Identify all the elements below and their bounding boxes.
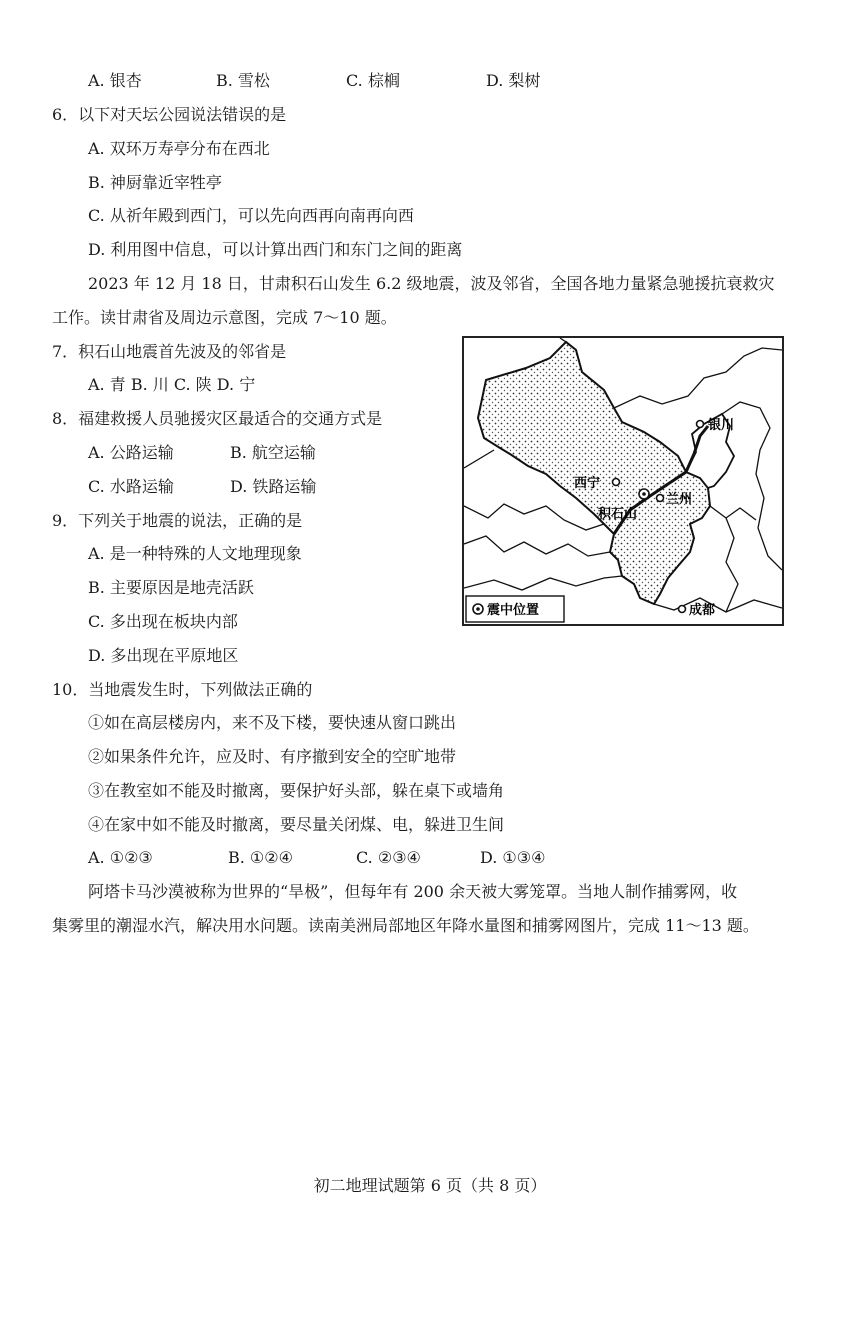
- gansu-map: [462, 336, 784, 626]
- q6-option-a: A. 双环万寿亭分布在西北: [88, 139, 270, 158]
- q10-stem: 10．当地震发生时，下列做法正确的: [52, 680, 313, 699]
- q7-stem: 7．积石山地震首先波及的邻省是: [52, 342, 287, 361]
- q8-stem: 8．福建救援人员驰援灾区最适合的交通方式是: [52, 409, 383, 428]
- gansu-province: [478, 342, 710, 604]
- q10-item-3: ③在教室如不能及时撤离，要保护好头部，躲在桌下或墙角: [88, 781, 505, 800]
- q8-option-b: B. 航空运输: [230, 443, 316, 462]
- q6-stem: 6．以下对天坛公园说法错误的是: [52, 105, 287, 124]
- chengdu-label: 成都: [689, 603, 716, 618]
- q10-option-a: A. ①②③: [88, 848, 153, 867]
- lanzhou-label: 兰州: [666, 492, 693, 507]
- q8-option-a: A. 公路运输: [88, 443, 174, 462]
- q7-options: A. 青 B. 川 C. 陕 D. 宁: [88, 375, 256, 394]
- q10-option-d: D. ①③④: [480, 848, 546, 867]
- q6-option-c: C. 从祈年殿到西门，可以先向西再向南再向西: [88, 206, 414, 225]
- q5-option-c: C. 棕榈: [346, 71, 400, 90]
- q5-option-d: D. 梨树: [486, 71, 541, 90]
- intro2-line2: 集雾里的潮湿水汽，解决用水问题。读南美洲局部地区年降水量图和捕雾网图片，完成 11～13 题。: [52, 916, 759, 935]
- q8-option-c: C. 水路运输: [88, 477, 174, 496]
- q5-option-a: A. 银杏: [88, 71, 142, 90]
- q9-option-c: C. 多出现在板块内部: [88, 612, 238, 631]
- yinchuan-label: 银川: [708, 418, 735, 433]
- q10-item-2: ②如果条件允许，应及时、有序撤到安全的空旷地带: [88, 747, 457, 766]
- yinchuan-marker: [697, 421, 704, 428]
- q10-option-c: C. ②③④: [356, 848, 421, 867]
- q9-stem: 9．下列关于地震的说法，正确的是: [52, 511, 303, 530]
- q9-option-b: B. 主要原因是地壳活跃: [88, 578, 254, 597]
- q8-option-d: D. 铁路运输: [230, 477, 317, 496]
- page-footer: 初二地理试题第 6 页（共 8 页）: [313, 1176, 547, 1195]
- intro1-line2: 工作。读甘肃省及周边示意图，完成 7～10 题。: [52, 308, 397, 327]
- jishishan-label: 积石山: [598, 507, 638, 522]
- q5-option-b: B. 雪松: [216, 71, 270, 90]
- q10-item-4: ④在家中如不能及时撤离，要尽量关闭煤、电，躲进卫生间: [88, 815, 505, 834]
- q6-option-d: D. 利用图中信息，可以计算出西门和东门之间的距离: [88, 240, 463, 259]
- map-legend-label: 震中位置: [487, 603, 540, 618]
- intro1-line1: 2023 年 12 月 18 日，甘肃积石山发生 6.2 级地震，波及邻省，全国各地力量紧急驰援抗衰救灾: [88, 274, 775, 293]
- xining-marker: [613, 479, 620, 486]
- lanzhou-marker: [657, 495, 664, 502]
- q6-option-b: B. 神厨靠近宰牲亭: [88, 173, 222, 192]
- q10-item-1: ①如在高层楼房内，来不及下楼，要快速从窗口跳出: [88, 713, 457, 732]
- q10-option-b: B. ①②④: [228, 848, 293, 867]
- gansu-map-svg: [464, 338, 782, 624]
- q9-option-d: D. 多出现在平原地区: [88, 646, 239, 665]
- chengdu-marker: [679, 606, 686, 613]
- q9-option-a: A. 是一种特殊的人文地理现象: [88, 544, 302, 563]
- intro2-line1: 阿塔卡马沙漠被称为世界的“旱极”，但每年有 200 余天被大雾笼罩。当地人制作捕雾网，收: [88, 882, 738, 901]
- xining-label: 西宁: [574, 476, 601, 491]
